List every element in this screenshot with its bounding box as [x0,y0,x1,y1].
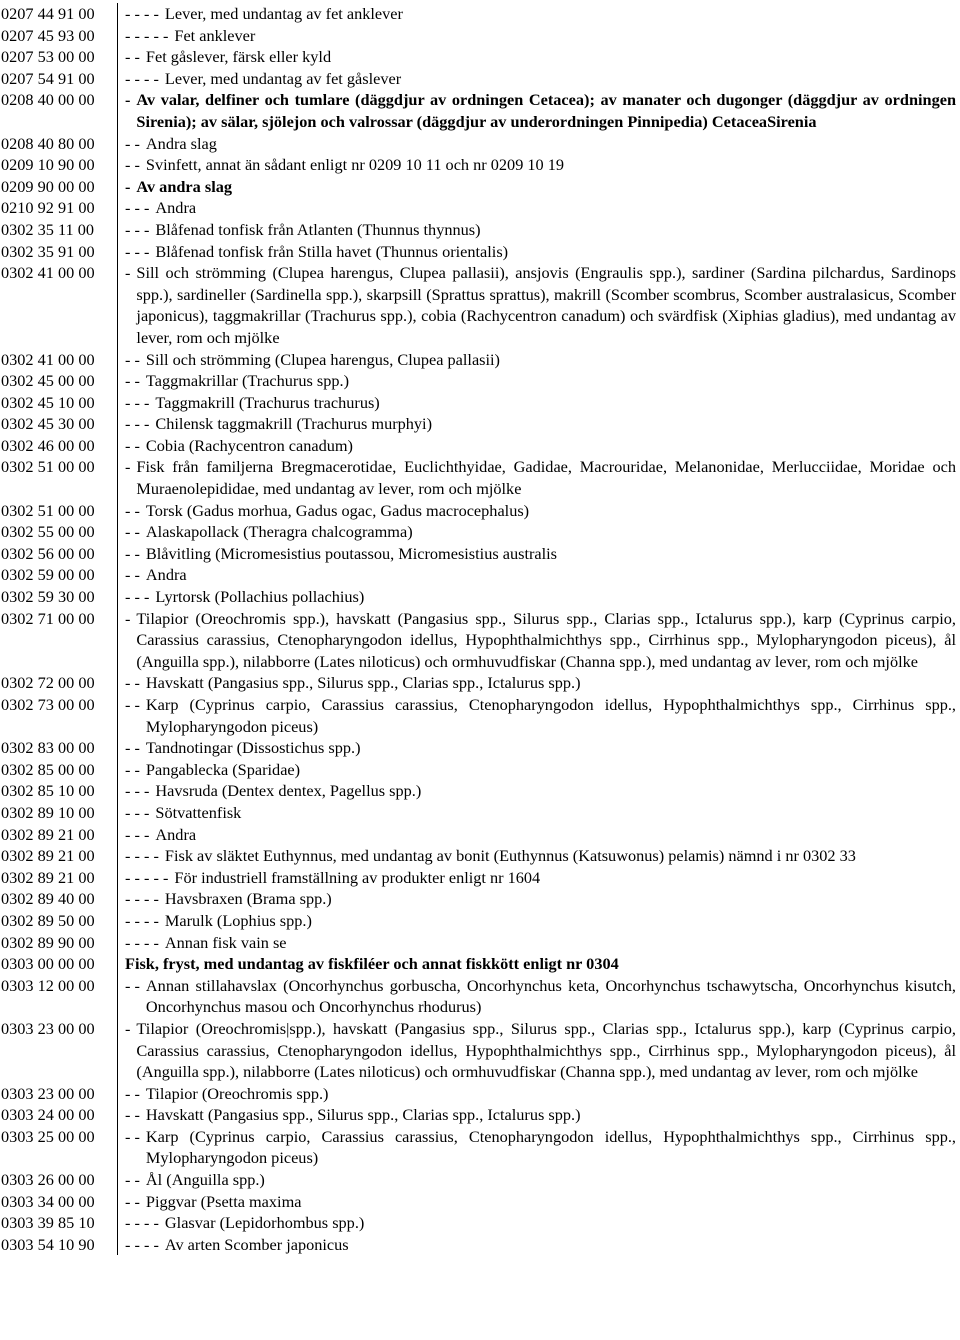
tariff-row [0,867,960,889]
tariff-code: 0302 45 10 00 [1,392,95,412]
tariff-description [117,349,960,371]
tariff-description [117,932,960,954]
description-text: Sill och strömming (Clupea harengus, Clupea pallasii), ansjovis (Engraulis spp.), sardiner (Sardina pilchardus, Sardinops spp.), sardineller (Sardinella spp.), skarpsill (Sprattus sprattus), makrill (Scomber scombrus, Scomber australasicus, Scomber japonicus), taggmakrillar (Trachurus spp.), cobia (Rachycentron canadum) och svärdfisk (Xiphias gladius), med undantag av lever, rom och mjölke [136,263,956,347]
indent-dashes: - - - - [125,1234,159,1254]
indent-dashes: - [125,90,131,110]
indent-dashes: - - [125,133,140,153]
tariff-row [0,1169,960,1191]
description-text: Fisk av släktet Euthynnus, med undantag av bonit (Euthynnus (Katsuwonus) pelamis) nämnd i nr 0302 33 [164,846,856,866]
tariff-description [117,802,960,824]
tariff-row [0,392,960,414]
tariff-row [0,759,960,781]
description-text: För industriell framställning av produkter enligt nr 1604 [174,867,541,887]
tariff-description [117,845,960,867]
tariff-description [117,608,960,673]
indent-dashes: - - [125,738,140,758]
tariff-code: 0302 56 00 00 [1,543,95,563]
tariff-description [117,543,960,565]
tariff-row [0,737,960,759]
tariff-description [117,154,960,176]
tariff-row [0,241,960,263]
description-text: Taggmakrillar (Trachurus spp.) [145,371,350,391]
tariff-description [117,586,960,608]
tariff-row [0,1018,960,1083]
tariff-description [117,888,960,910]
description-text: Karp (Cyprinus carpio, Carassius carassius, Ctenopharyngodon idellus, Hypophthalmichthys spp., Cirrhinus spp., Mylopharyngodon piceus) [145,695,956,736]
description-text: Piggvar (Psetta maxima [145,1191,302,1211]
tariff-description [117,413,960,435]
tariff-description [117,564,960,586]
tariff-code: 0302 41 00 00 [1,349,95,369]
indent-dashes: - - [125,47,140,67]
tariff-code: 0302 72 00 00 [1,673,95,693]
tariff-description [117,176,960,198]
indent-dashes: - - - - [125,1213,159,1233]
tariff-code: 0302 45 30 00 [1,414,95,434]
indent-dashes: - - - [125,198,150,218]
tariff-code: 0302 89 40 00 [1,889,95,909]
tariff-row [0,564,960,586]
tariff-code: 0303 23 00 00 [1,1018,95,1038]
tariff-code: 0207 53 00 00 [1,47,95,67]
tariff-description [117,262,960,348]
tariff-description [117,672,960,694]
tariff-description [117,25,960,47]
tariff-description [117,1191,960,1213]
indent-dashes: - - - - [125,889,159,909]
tariff-code: 0303 24 00 00 [1,1105,95,1125]
indent-dashes: - - - [125,587,150,607]
tariff-row [0,219,960,241]
tariff-row [0,262,960,348]
tariff-code: 0303 34 00 00 [1,1191,95,1211]
description-text: Av andra slag [136,176,233,196]
tariff-row [0,68,960,90]
description-text: Andra slag [145,133,217,153]
tariff-row [0,46,960,68]
description-text: Fet gåslever, färsk eller kyld [145,47,332,67]
tariff-code: 0302 89 21 00 [1,867,95,887]
tariff-code: 0302 45 00 00 [1,371,95,391]
tariff-row [0,89,960,132]
tariff-row [0,845,960,867]
tariff-code: 0302 41 00 00 [1,263,95,283]
indent-dashes: - - [125,1083,140,1103]
indent-dashes: - - - [125,219,150,239]
description-text: Marulk (Lophius spp.) [164,910,312,930]
tariff-description [117,780,960,802]
tariff-description [117,759,960,781]
tariff-row [0,543,960,565]
tariff-row [0,780,960,802]
tariff-description [117,1018,960,1083]
indent-dashes: - - [125,155,140,175]
tariff-code: 0303 25 00 00 [1,1126,95,1146]
indent-dashes: - - - - - [125,25,169,45]
description-text: Alaskapollack (Theragra chalcogramma) [145,522,413,542]
tariff-description [117,1126,960,1169]
indent-dashes: - - - - [125,846,159,866]
tariff-code: 0302 89 21 00 [1,846,95,866]
tariff-code: 0302 73 00 00 [1,695,95,714]
indent-dashes: - - - [125,824,150,844]
description-text: Cobia (Rachycentron canadum) [145,435,353,455]
description-text: Av valar, delfiner och tumlare (däggdjur av ordningen Cetacea); av manater och dugonger (däggdjur av ordningen Sirenia); av sälar, sjölejon och valrossar (däggdjur av underordningen Pinnipedia) CetaceaSirenia [136,90,956,131]
indent-dashes: - - - - [125,910,159,930]
indent-dashes: - - [125,1126,140,1146]
tariff-row [0,197,960,219]
indent-dashes: - - [125,673,140,693]
tariff-code: 0302 35 11 00 [1,219,95,239]
tariff-description [117,197,960,219]
tariff-description [117,1234,960,1256]
tariff-row [0,435,960,457]
description-text: Glasvar (Lepidorhombus spp.) [164,1213,365,1233]
description-text: Andra [145,565,187,585]
tariff-row [0,370,960,392]
indent-dashes: - - [125,349,140,369]
tariff-row [0,1126,960,1169]
description-text: Sötvattenfisk [155,802,242,822]
description-text: Taggmakrill (Trachurus trachurus) [155,392,380,412]
indent-dashes: - - - [125,802,150,822]
description-text: Lyrtorsk (Pollachius pollachius) [155,587,365,607]
tariff-code: 0207 54 91 00 [1,68,95,88]
description-text: Pangablecka (Sparidae) [145,759,301,779]
tariff-row [0,1212,960,1234]
tariff-code: 0207 44 91 00 [1,4,95,23]
indent-dashes: - - - [125,392,150,412]
description-text: Blåfenad tonfisk från Atlanten (Thunnus thynnus) [155,219,481,239]
tariff-code: 0302 89 50 00 [1,910,95,930]
tariff-description [117,46,960,68]
tariff-code: 0210 92 91 00 [1,198,95,218]
indent-dashes: - - - - [125,68,159,88]
description-text: Tilapior (Oreochromis spp.), havskatt (Pangasius spp., Silurus spp., Clarias spp., Ictalurus spp.), karp (Cyprinus carpio, Carassius carassius, Ctenopharyngodon idellus, Hypophthalmichthys spp., Cirrhinus spp., Mylopharyngodon piceus), ål (Anguilla spp.), nilabborre (Lates niloticus) och ormhuvudfiskar (Channa spp.), med undantag av lever, rom och mjölke [136,608,956,671]
tariff-code: 0302 55 00 00 [1,522,95,542]
description-text: Lever, med undantag av fet gåslever [164,68,402,88]
indent-dashes: - - [125,759,140,779]
tariff-row [0,824,960,846]
tariff-row [0,888,960,910]
tariff-row [0,802,960,824]
tariff-description [117,3,960,25]
tariff-code-list [0,3,960,1255]
tariff-description [117,241,960,263]
indent-dashes: - [125,608,131,628]
tariff-code: 0302 59 00 00 [1,565,95,585]
tariff-row [0,975,960,1018]
indent-dashes: - - [125,1170,140,1190]
indent-dashes: - - [125,565,140,585]
tariff-description [117,89,960,132]
tariff-row [0,586,960,608]
tariff-code: 0302 85 10 00 [1,781,95,801]
tariff-row [0,1104,960,1126]
description-text: Karp (Cyprinus carpio, Carassius carassius, Ctenopharyngodon idellus, Hypophthalmichthys spp., Cirrhinus spp., Mylopharyngodon piceus) [145,1126,956,1168]
tariff-row [0,154,960,176]
tariff-description [117,435,960,457]
tariff-row [0,500,960,522]
tariff-description [117,500,960,522]
tariff-rows [0,3,960,1255]
tariff-code: 0209 10 90 00 [1,155,95,175]
description-text: Chilensk taggmakrill (Trachurus murphyi) [155,414,433,434]
description-text: Blåfenad tonfisk från Stilla havet (Thunnus orientalis) [155,241,509,261]
tariff-code: 0303 23 00 00 [1,1083,95,1103]
tariff-code: 0302 89 21 00 [1,824,95,844]
tariff-description [117,521,960,543]
description-text: Andra [155,198,197,218]
tariff-description [117,370,960,392]
tariff-row [0,1234,960,1256]
tariff-description [117,456,960,499]
tariff-code: 0302 89 90 00 [1,932,95,952]
tariff-row [0,932,960,954]
tariff-code: 0303 39 85 10 [1,1213,95,1233]
tariff-description [117,975,960,1018]
tariff-row [0,176,960,198]
tariff-description [117,133,960,155]
description-text: Annan stillahavslax (Oncorhynchus gorbuscha, Oncorhynchus keta, Oncorhynchus tschawytscha, Oncorhynchus kisutch, Oncorhynchus masou och Oncorhynchus rhodurus) [145,975,956,1017]
column-divider [117,3,118,1255]
tariff-row [0,1083,960,1105]
description-text: Havsbraxen (Brama spp.) [164,889,332,909]
indent-dashes: - - [125,522,140,542]
tariff-code: 0303 54 10 90 [1,1234,95,1254]
indent-dashes: - [125,176,131,196]
tariff-description [117,694,960,737]
tariff-code: 0302 51 00 00 [1,457,95,477]
tariff-code: 0303 12 00 00 [1,975,95,995]
tariff-description [117,910,960,932]
indent-dashes: - - [125,975,140,995]
indent-dashes: - - - [125,414,150,434]
tariff-row [0,910,960,932]
tariff-code: 0302 51 00 00 [1,500,95,520]
description-text: Fisk, fryst, med undantag av fiskfiléer och annat fiskkött enligt nr 0304 [125,954,619,974]
tariff-code: 0302 89 10 00 [1,802,95,822]
tariff-row [0,413,960,435]
tariff-code: 0303 26 00 00 [1,1170,95,1190]
indent-dashes: - - - - [125,4,159,23]
indent-dashes: - [125,457,131,477]
tariff-row [0,25,960,47]
tariff-row [0,953,960,975]
tariff-description [117,737,960,759]
description-text: Tilapior (Oreochromis spp.) [145,1083,329,1103]
tariff-row [0,694,960,737]
tariff-row [0,349,960,371]
tariff-code: 0302 85 00 00 [1,759,95,779]
description-text: Andra [155,824,197,844]
tariff-row [0,1191,960,1213]
indent-dashes: - - - [125,241,150,261]
indent-dashes: - [125,1018,131,1038]
tariff-description [117,1169,960,1191]
tariff-row [0,521,960,543]
tariff-row [0,608,960,673]
description-text: Havsruda (Dentex dentex, Pagellus spp.) [155,781,422,801]
tariff-code: 0302 46 00 00 [1,435,95,455]
indent-dashes: - - [125,371,140,391]
tariff-code: 0303 00 00 00 [1,954,95,974]
tariff-row [0,456,960,499]
description-text: Tandnotingar (Dissostichus spp.) [145,738,361,758]
tariff-description [117,1212,960,1234]
indent-dashes: - - - [125,781,150,801]
description-text: Torsk (Gadus morhua, Gadus ogac, Gadus macrocephalus) [145,500,530,520]
indent-dashes: - - [125,435,140,455]
tariff-description [117,1083,960,1105]
tariff-code: 0208 40 00 00 [1,90,95,110]
indent-dashes: - - [125,1105,140,1125]
indent-dashes: - - [125,695,140,714]
tariff-description [117,1104,960,1126]
description-text: Sill och strömming (Clupea harengus, Clupea pallasii) [145,349,500,369]
description-text: Lever, med undantag av fet anklever [164,4,403,23]
tariff-description [117,219,960,241]
description-text: Blåvitling (Micromesistius poutassou, Micromesistius australis [145,543,557,563]
description-text: Svinfett, annat än sådant enligt nr 0209 10 11 och nr 0209 10 19 [145,155,565,175]
tariff-code: 0207 45 93 00 [1,25,95,45]
tariff-description [117,824,960,846]
indent-dashes: - - - - [125,932,159,952]
indent-dashes: - [125,263,131,283]
tariff-description [117,867,960,889]
description-text: Fet anklever [174,25,256,45]
indent-dashes: - - [125,1191,140,1211]
description-text: Tilapior (Oreochromis|spp.), havskatt (Pangasius spp., Silurus spp., Clarias spp., Ictalurus spp.), karp (Cyprinus carpio, Carassius carassius, Ctenopharyngodon idellus, Hypophthalmichthys spp., Cirrhinus spp., Mylopharyngodon piceus), ål (Anguilla spp.), nilabborre (Lates niloticus) och ormhuvudfiskar (Channa spp.), med undantag av lever, rom och mjölke [136,1018,956,1082]
tariff-code: 0208 40 80 00 [1,133,95,153]
tariff-description [117,953,960,975]
indent-dashes: - - [125,500,140,520]
description-text: Annan fisk vain se [164,932,287,952]
tariff-row [0,133,960,155]
description-text: Ål (Anguilla spp.) [145,1170,265,1190]
tariff-code: 0302 83 00 00 [1,738,95,758]
tariff-code: 0302 59 30 00 [1,587,95,607]
indent-dashes: - - [125,543,140,563]
description-text: Fisk från familjerna Bregmacerotidae, Euclichthyidae, Gadidae, Macrouridae, Melanonidae, Merlucciidae, Moridae och Muraenolepididae, med undantag av lever, rom och mjölke [136,457,956,499]
tariff-description [117,68,960,90]
description-text: Havskatt (Pangasius spp., Silurus spp., Clarias spp., Ictalurus spp.) [145,673,581,693]
description-text: Av arten Scomber japonicus [164,1234,349,1254]
tariff-code: 0209 90 00 00 [1,176,95,196]
tariff-code: 0302 35 91 00 [1,241,95,261]
tariff-row [0,672,960,694]
description-text: Havskatt (Pangasius spp., Silurus spp., Clarias spp., Ictalurus spp.) [145,1105,581,1125]
tariff-description [117,392,960,414]
tariff-row [0,3,960,25]
indent-dashes: - - - - - [125,867,169,887]
tariff-code: 0302 71 00 00 [1,608,95,628]
